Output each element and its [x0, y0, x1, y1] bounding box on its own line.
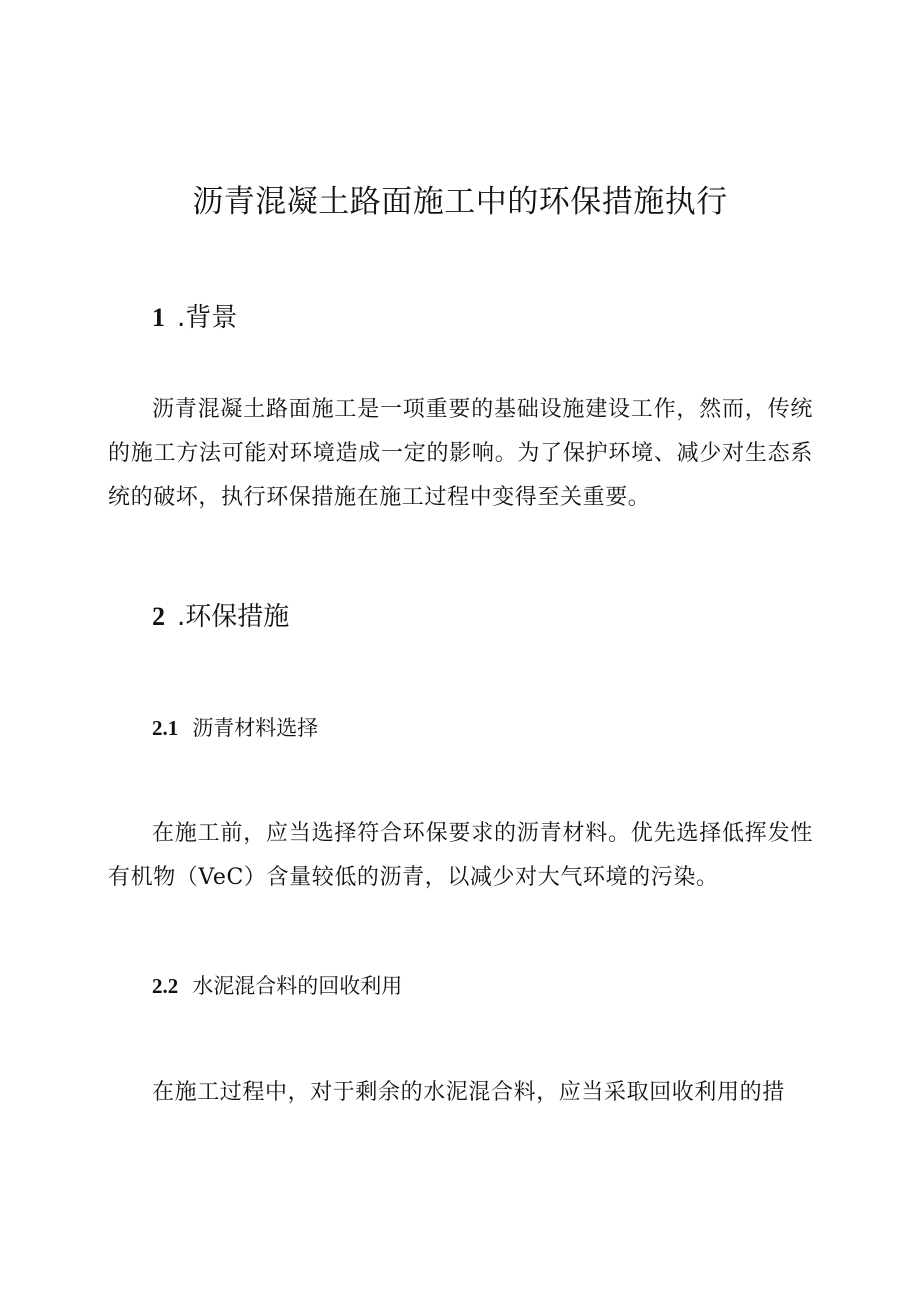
subsection-title: 沥青材料选择 — [192, 716, 319, 740]
subsection-heading-recycling — [152, 969, 402, 1003]
section-heading-background — [152, 298, 237, 338]
subsection-number: 2.1 — [152, 716, 179, 740]
asphalt-paragraph: 在施工前，应当选择符合环保要求的沥青材料。优先选择低挥发性有机物（VeC）含量较低的沥青，以减少对大气环境的污染。 — [108, 821, 813, 890]
section-title: .背景 — [177, 303, 238, 333]
background-paragraph: 沥青混凝土路面施工是一项重要的基础设施建设工作，然而，传统的施工方法可能对环境造成一定的影响。为了保护环境、减少对生态系统的破坏，执行环保措施在施工过程中变得至关重要。 — [108, 397, 813, 510]
subsection-number: 2.2 — [152, 974, 179, 998]
section-number: 1 — [152, 303, 165, 332]
recycling-paragraph: 在施工过程中，对于剩余的水泥混合料，应当采取回收利用的措 — [152, 1080, 785, 1105]
subsection-title: 水泥混合料的回收利用 — [192, 974, 403, 998]
section-title: .环保措施 — [177, 602, 290, 632]
section-heading-measures — [152, 597, 289, 637]
section-number: 2 — [152, 602, 165, 631]
subsection-heading-asphalt — [152, 711, 318, 745]
document-title: 沥青混凝土路面施工中的环保措施执行 — [192, 184, 728, 220]
